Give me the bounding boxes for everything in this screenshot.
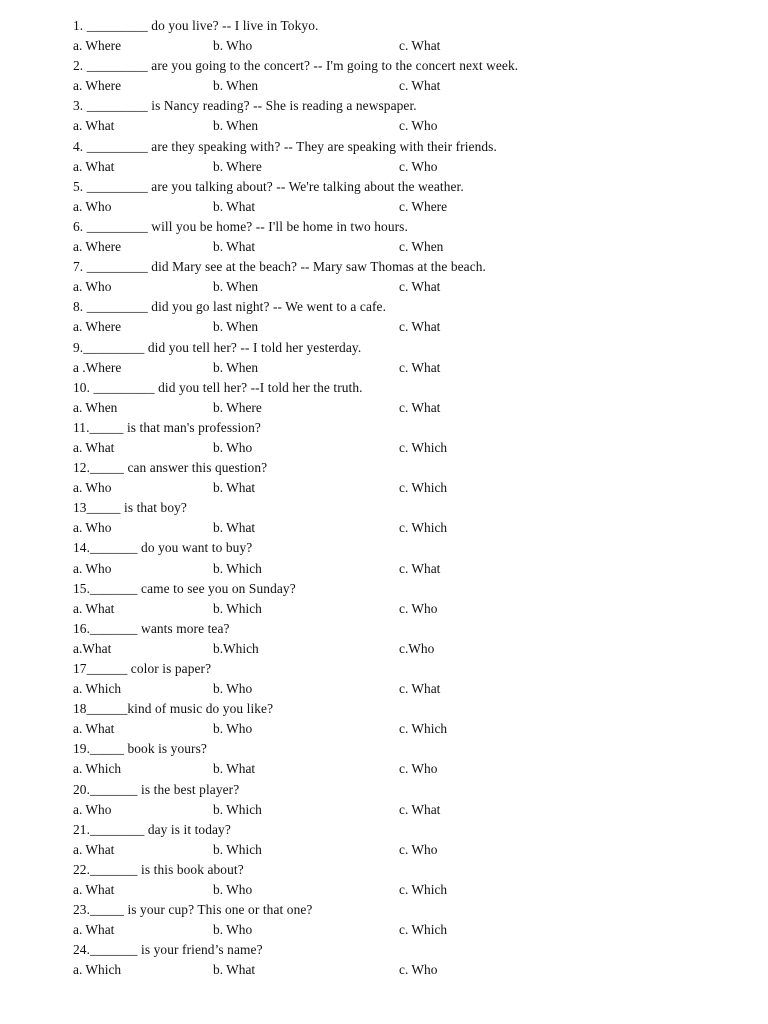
option-b: b. Who (213, 882, 253, 898)
worksheet (73, 16, 753, 981)
option-b: b. What (213, 480, 256, 496)
question-text: 7. _________ did Mary see at the beach? -- Mary saw Thomas at the beach. (73, 259, 487, 275)
option-c: c. What (399, 801, 441, 817)
option-b: b. What (213, 520, 256, 536)
option-a: a. Where (73, 239, 122, 255)
answer-options (73, 759, 753, 779)
option-c: c. What (399, 399, 441, 415)
question-text: 9._________ did you tell her? -- I told her yesterday. (73, 339, 362, 355)
option-a: a. What (73, 882, 115, 898)
option-a: a .Where (73, 359, 122, 375)
option-c: c. What (399, 681, 441, 697)
option-a: a. What (73, 841, 115, 857)
option-c: c. What (399, 279, 441, 295)
option-c: c. Who (399, 761, 438, 777)
question-text: 4. _________ are they speaking with? -- They are speaking with their friends. (73, 138, 497, 154)
answer-options (73, 559, 753, 579)
option-b: b. Who (213, 38, 253, 54)
answer-options (73, 960, 753, 980)
option-a: a. Who (73, 279, 112, 295)
option-c: c. What (399, 38, 441, 54)
option-a: a. Which (73, 761, 122, 777)
option-b: b. Who (213, 439, 253, 455)
answer-options (73, 76, 753, 96)
option-c: c. What (399, 78, 441, 94)
option-b: b. Which (213, 841, 262, 857)
question-text: 8. _________ did you go last night? -- We went to a cafe. (73, 299, 387, 315)
option-b: b. When (213, 319, 259, 335)
option-c: c. Where (399, 198, 448, 214)
question-text: 1. _________ do you live? -- I live in Tokyo. (73, 18, 319, 33)
option-b: b. When (213, 279, 259, 295)
option-c: c. Who (399, 158, 438, 174)
answer-options (73, 599, 753, 619)
question-text: 15._______ came to see you on Sunday? (73, 580, 296, 596)
question-text: 5. _________ are you talking about? -- We're talking about the weather. (73, 178, 464, 194)
option-a: a. Who (73, 520, 112, 536)
option-a: a. Where (73, 319, 122, 335)
option-c: c. What (399, 560, 441, 576)
answer-options (73, 639, 753, 659)
answer-options (73, 398, 753, 418)
option-b: b. Who (213, 681, 253, 697)
question-text: 6. _________ will you be home? -- I'll be home in two hours. (73, 218, 408, 234)
answer-options (73, 719, 753, 739)
question-text: 2. _________ are you going to the concert? -- I'm going to the concert next week. (73, 58, 519, 74)
option-a: a. Who (73, 198, 112, 214)
option-b: b. What (213, 239, 256, 255)
option-a: a. What (73, 600, 115, 616)
answer-options (73, 358, 753, 378)
option-a: a. Who (73, 480, 112, 496)
option-c: c. When (399, 239, 444, 255)
option-b: b.Which (213, 640, 259, 656)
answer-options (73, 800, 753, 820)
question-text: 20._______ is the best player? (73, 781, 240, 797)
question-text: 16._______ wants more tea? (73, 620, 230, 636)
answer-options (73, 36, 753, 56)
answer-options (73, 197, 753, 217)
option-b: b. What (213, 198, 256, 214)
option-c: c. What (399, 319, 441, 335)
question-text: 12._____ can answer this question? (73, 460, 268, 476)
option-a: a. Who (73, 560, 112, 576)
option-b: b. When (213, 359, 259, 375)
question-text: 19._____ book is yours? (73, 741, 207, 757)
question-text: 14._______ do you want to buy? (73, 540, 253, 556)
question-text: 23._____ is your cup? This one or that one? (73, 902, 313, 918)
option-a: a. Who (73, 801, 112, 817)
option-a: a. What (73, 118, 115, 134)
option-c: c. Who (399, 118, 438, 134)
question-text: 10. _________ did you tell her? --I told her the truth. (73, 379, 363, 395)
option-c: c. Which (399, 922, 448, 938)
option-c: c. Which (399, 882, 448, 898)
answer-options (73, 880, 753, 900)
question-text: 17______ color is paper? (73, 661, 212, 676)
option-a: a. What (73, 439, 115, 455)
option-c: c. Which (399, 520, 448, 536)
option-a: a. Which (73, 681, 122, 697)
answer-options (73, 478, 753, 498)
option-a: a. Where (73, 38, 122, 54)
question-text: 11._____ is that man's profession? (73, 419, 261, 435)
option-b: b. Who (213, 922, 253, 938)
option-c: c. Which (399, 439, 448, 455)
option-b: b. Where (213, 399, 262, 415)
question-text: 18______kind of music do you like? (73, 701, 274, 717)
option-c: c. Which (399, 721, 448, 737)
question-text: 22._______ is this book about? (73, 861, 244, 877)
answer-options (73, 237, 753, 257)
option-a: a. What (73, 721, 115, 737)
answer-options (73, 157, 753, 177)
option-b: b. Which (213, 801, 262, 817)
option-a: a. Where (73, 78, 122, 94)
option-a: a. Which (73, 962, 122, 978)
option-c: c. Who (399, 962, 438, 978)
question-text: 13_____ is that boy? (73, 500, 187, 516)
answer-options (73, 518, 753, 538)
answer-options (73, 840, 753, 860)
option-c: c.Who (399, 640, 435, 656)
answer-options (73, 317, 753, 337)
answer-options (73, 116, 753, 136)
option-b: b. What (213, 962, 256, 978)
option-a: a. What (73, 158, 115, 174)
option-b: b. Where (213, 158, 262, 174)
answer-options (73, 277, 753, 297)
answer-options (73, 679, 753, 699)
answer-options (73, 438, 753, 458)
option-a: a. When (73, 399, 118, 415)
option-c: c. Which (399, 480, 448, 496)
option-c: c. Who (399, 600, 438, 616)
option-a: a. What (73, 922, 115, 938)
question-text: 21.________ day is it today? (73, 821, 231, 837)
option-a: a.What (73, 640, 112, 656)
option-b: b. When (213, 78, 259, 94)
option-c: c. Who (399, 841, 438, 857)
option-b: b. When (213, 118, 259, 134)
answer-options (73, 920, 753, 940)
option-b: b. Which (213, 560, 262, 576)
option-b: b. Which (213, 600, 262, 616)
option-b: b. Who (213, 721, 253, 737)
question-text: 3. _________ is Nancy reading? -- She is reading a newspaper. (73, 98, 417, 114)
option-b: b. What (213, 761, 256, 777)
option-c: c. What (399, 359, 441, 375)
question-text: 24._______ is your friend’s name? (73, 942, 263, 958)
